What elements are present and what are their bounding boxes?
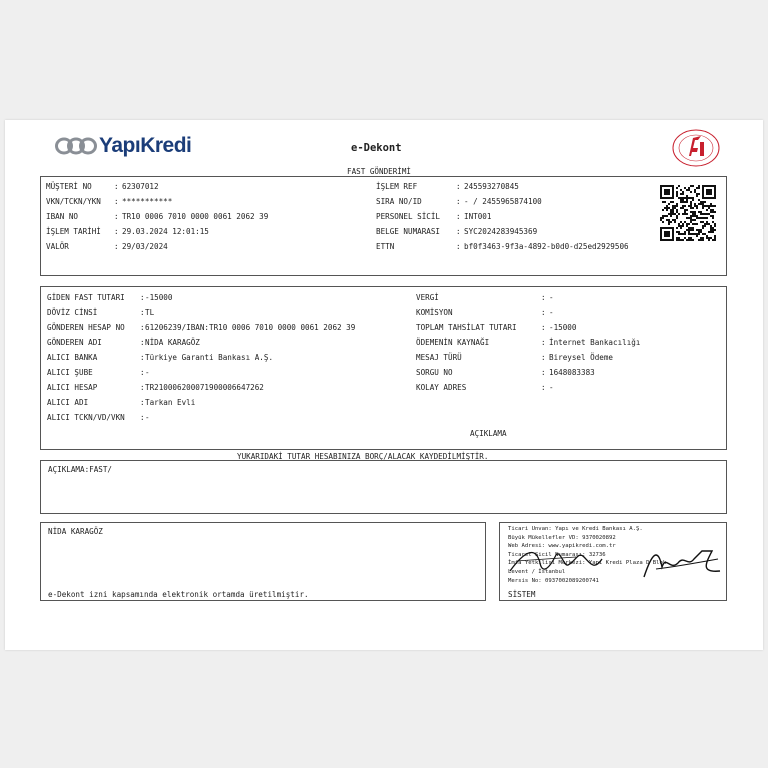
customer-field-value: 29/03/2024	[122, 242, 168, 251]
transfer-field-colon: :	[140, 413, 145, 422]
transfer-field-label: ALICI BANKA	[47, 353, 98, 362]
receipt-paper	[5, 120, 763, 650]
bank-info-line[interactable]: Web Adresi: www.yapikredi.com.tr	[508, 543, 616, 550]
customer-field-label: VALÖR	[46, 242, 69, 251]
customer-field-colon: :	[114, 182, 119, 191]
transfer-field-value: TL	[145, 308, 155, 317]
transfer-field-label: ALICI TCKN/VD/VKN	[47, 413, 125, 422]
customer-field-value: 29.03.2024 12:01:15	[122, 227, 209, 236]
transfer-field-colon: :	[140, 368, 145, 377]
customer-field-value: bf0f3463-9f3a-4892-b0d0-d25ed2929506	[464, 242, 629, 251]
transfer-field-value: -	[145, 368, 150, 377]
customer-field-colon: :	[456, 182, 461, 191]
transfer-field-value: -	[145, 413, 150, 422]
transfer-field-label: ALICI ADI	[47, 398, 89, 407]
transfer-field-value: -	[549, 293, 554, 302]
customer-field-value: 245593270845	[464, 182, 519, 191]
transfer-field-label: GÖNDEREN ADI	[47, 338, 102, 347]
transfer-field-label: VERGİ	[416, 293, 439, 302]
customer-field-label: İŞLEM REF	[376, 182, 418, 191]
transfer-field-value: NİDA KARAGÖZ	[145, 338, 200, 347]
transfer-field-value: -15000	[549, 323, 577, 332]
transfer-field-label: KOLAY ADRES	[416, 383, 467, 392]
bank-info-line: İmza Yetkilisi Merkezi: Yapı Kredi Plaza D Blok	[508, 560, 667, 567]
customer-field-label: ETTN	[376, 242, 395, 251]
transfer-field-value: -	[549, 308, 554, 317]
bank-info-line: Levent / İstanbul	[508, 569, 566, 575]
transfer-field-value: Bireysel Ödeme	[549, 353, 614, 362]
customer-field-label: BELGE NUMARASI	[376, 227, 441, 236]
customer-field-label: MÜŞTERİ NO	[46, 182, 92, 191]
transfer-field-label: ÖDEMENİN KAYNAĞI	[416, 338, 490, 347]
seal-stamp-icon	[671, 128, 721, 168]
bank-info-line: Ticaret Sicil Numarası: 32736	[508, 551, 606, 558]
customer-field-value: SYC2024283945369	[464, 227, 538, 236]
customer-field-label: PERSONEL SİCİL	[376, 212, 441, 221]
transfer-field-label: DÖVİZ CİNSİ	[47, 308, 98, 317]
footer-bank-box	[499, 522, 727, 601]
customer-field-colon: :	[114, 197, 119, 206]
customer-field-colon: :	[114, 212, 119, 221]
section-title: FAST GÖNDERİMİ	[347, 167, 412, 176]
bank-info-line: Ticari Unvan: Yapı ve Kredi Bankası A.Ş.	[508, 526, 643, 532]
transfer-field-label: TOPLAM TAHSİLAT TUTARI	[416, 323, 517, 332]
document-title: e-Dekont	[351, 142, 402, 154]
transfer-field-label: GİDEN FAST TUTARI	[47, 293, 125, 302]
customer-field-value: TR10 0006 7010 0000 0061 2062 39	[122, 212, 269, 221]
description-text: AÇIKLAMA:FAST/	[48, 465, 113, 474]
footer-customer-name: NİDA KARAGÖZ	[48, 527, 103, 536]
transfer-field-colon: :	[541, 353, 546, 362]
transfer-field-value: TR210006200071900006647262	[145, 383, 264, 392]
customer-field-label: VKN/TCKN/YKN	[46, 197, 101, 206]
transfer-field-value: Türkiye Garanti Bankası A.Ş.	[145, 353, 274, 362]
notice-text: YUKARIDAKİ TUTAR HESABINIZA BORÇ/ALACAK KAYDEDİLMİŞTİR.	[237, 452, 489, 461]
yapikredi-logo	[55, 134, 191, 158]
transfer-field-value: 61206239/IBAN:TR10 0006 7010 0000 0061 2062 39	[145, 323, 356, 332]
transfer-field-colon: :	[140, 383, 145, 392]
customer-info-box	[40, 176, 727, 276]
transfer-field-colon: :	[541, 293, 546, 302]
transfer-field-colon: :	[140, 308, 145, 317]
customer-field-label: İŞLEM TARİHİ	[46, 227, 101, 236]
yapikredi-logo-icon	[55, 136, 97, 156]
transfer-field-label: KOMİSYON	[416, 308, 453, 317]
transfer-field-colon: :	[140, 323, 145, 332]
customer-field-value: INT001	[464, 212, 492, 221]
transfer-field-colon: :	[140, 353, 145, 362]
transfer-field-value: -15000	[145, 293, 173, 302]
customer-field-value: - / 2455965874100	[464, 197, 542, 206]
transfer-field-colon: :	[541, 323, 546, 332]
transfer-field-label: MESAJ TÜRÜ	[416, 353, 462, 362]
bank-info-line: Büyük Mükellefler VD: 9370020892	[508, 534, 616, 541]
customer-field-label: IBAN NO	[46, 212, 79, 221]
logo-text: YapıKredi	[99, 134, 192, 157]
transfer-field-value: İnternet Bankacılığı	[549, 338, 641, 347]
customer-field-colon: :	[114, 227, 119, 236]
transfer-details-box	[40, 286, 727, 450]
customer-field-colon: :	[114, 242, 119, 251]
aciklama-label: AÇIKLAMA	[470, 429, 507, 438]
transfer-field-colon: :	[140, 398, 145, 407]
transfer-field-colon: :	[541, 308, 546, 317]
transfer-field-colon: :	[541, 368, 546, 377]
transfer-field-label: ALICI HESAP	[47, 383, 98, 392]
transfer-field-label: GÖNDEREN HESAP NO	[47, 323, 125, 332]
transfer-field-label: SORGU NO	[416, 368, 453, 377]
footer-customer-box	[40, 522, 486, 601]
customer-field-label: SIRA NO/ID	[376, 197, 422, 206]
transfer-field-colon: :	[541, 338, 546, 347]
customer-field-colon: :	[456, 212, 461, 221]
transfer-field-value: 1648083383	[549, 368, 595, 377]
transfer-field-colon: :	[541, 383, 546, 392]
generated-note: e-Dekont izni kapsamında elektronik ortamda üretilmiştir.	[48, 590, 309, 599]
customer-field-value: ***********	[122, 197, 173, 206]
customer-field-colon: :	[456, 227, 461, 236]
transfer-field-colon: :	[140, 338, 145, 347]
system-label: SİSTEM	[508, 590, 536, 599]
transfer-field-value: Tarkan Evli	[145, 398, 196, 407]
transfer-field-value: -	[549, 383, 554, 392]
description-box	[40, 460, 727, 514]
bank-info-line: Mersis No: 0937002089200741	[508, 577, 599, 584]
signature-icon	[506, 541, 726, 583]
customer-field-value: 62307012	[122, 182, 159, 191]
qr-code-icon	[660, 185, 716, 241]
customer-field-colon: :	[456, 242, 461, 251]
customer-field-colon: :	[456, 197, 461, 206]
transfer-field-colon: :	[140, 293, 145, 302]
transfer-field-label: ALICI ŞUBE	[47, 368, 93, 377]
